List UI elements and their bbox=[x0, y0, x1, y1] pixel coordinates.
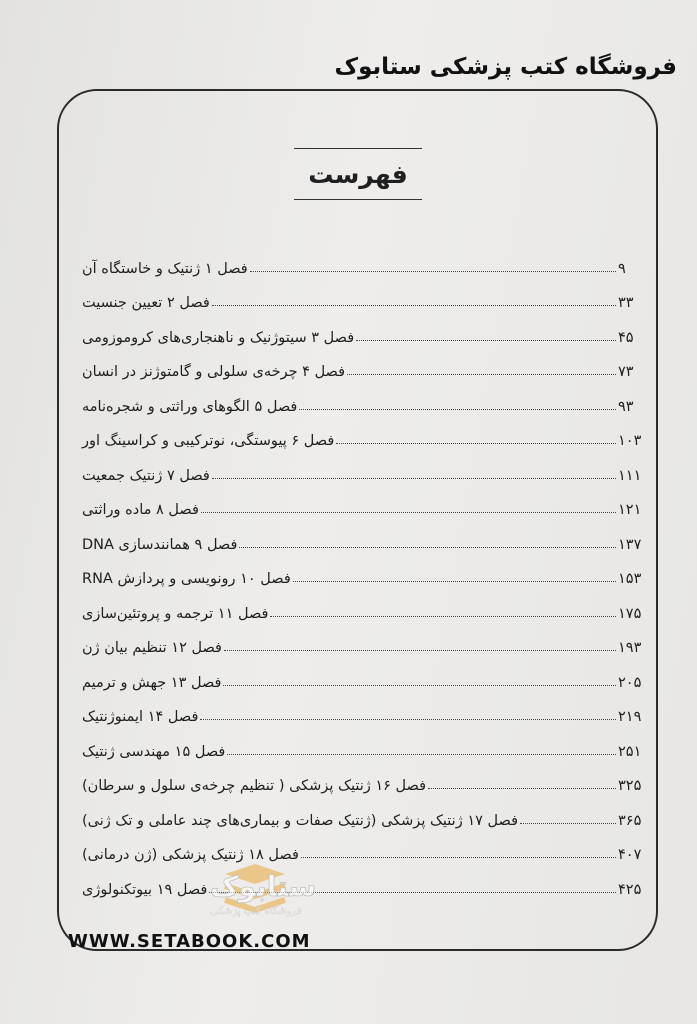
toc-chapter-title: فصل ۱۹ بیوتکنولوژی bbox=[82, 881, 208, 898]
setabook-logo-watermark bbox=[60, 860, 317, 920]
toc-chapter-title: فصل ۹ همانندسازی DNA bbox=[82, 536, 238, 553]
toc-entry bbox=[80, 622, 652, 657]
dot-leader bbox=[224, 650, 616, 651]
toc-entry bbox=[80, 587, 652, 622]
dot-leader bbox=[270, 616, 616, 617]
toc-chapter-title: فصل ۸ ماده وراثتی bbox=[82, 502, 199, 518]
toc-page-number: ۲۰۵ bbox=[618, 674, 642, 691]
toc-chapter-title: فصل ۱ ژنتیک و خاستگاه آن bbox=[82, 260, 248, 277]
toc-page-number: ۱۵۳ bbox=[618, 571, 642, 587]
toc-page-number: ۹۳ bbox=[618, 398, 634, 415]
toc-page-number: ۱۰۳ bbox=[618, 433, 642, 449]
dot-leader bbox=[520, 823, 616, 824]
dot-leader bbox=[227, 754, 616, 755]
dot-leader bbox=[428, 788, 616, 789]
toc-chapter-title: فصل ۳ سیتوژنیک و ناهنجاری‌های کروموزومی bbox=[82, 329, 355, 346]
toc-page-number: ۴۰۷ bbox=[618, 847, 642, 863]
toc-chapter-title: فصل ۱۰ رونویسی و پردازش RNA bbox=[82, 571, 291, 587]
toc-title: فهرست bbox=[308, 159, 408, 189]
toc-entry bbox=[80, 553, 652, 588]
toc-page-number: ۲۱۹ bbox=[618, 709, 642, 725]
toc-entry bbox=[80, 518, 652, 553]
toc-entry bbox=[80, 449, 652, 484]
dot-leader bbox=[223, 685, 616, 686]
toc-chapter-title: فصل ۴ چرخه‌ی سلولی و گامتوژنز در انسان bbox=[82, 364, 346, 380]
logo-subtext: فروشگاه کتب پزشکی bbox=[210, 906, 302, 917]
toc-entry bbox=[80, 794, 652, 829]
toc-chapter-title: فصل ۱۵ مهندسی ژنتیک bbox=[82, 743, 226, 760]
toc-page-number: ۳۳ bbox=[618, 295, 634, 311]
toc-chapter-title: فصل ۱۴ ایمنوژنتیک bbox=[82, 709, 199, 725]
toc-page-number: ۴۵ bbox=[618, 329, 634, 346]
toc-chapter-title: فصل ۱۱ ترجمه و پروتئین‌سازی bbox=[82, 605, 269, 622]
logo-wordmark: ستابوک bbox=[210, 870, 317, 903]
toc-page-number: ۹ bbox=[618, 260, 626, 277]
toc-page-number: ۲۵۱ bbox=[618, 743, 642, 760]
toc-page-number: ۱۹۳ bbox=[618, 640, 642, 656]
toc-entry bbox=[80, 691, 652, 726]
toc-list bbox=[80, 242, 652, 932]
store-name-header: فروشگاه کتب پزشکی ستابوک bbox=[334, 54, 677, 80]
toc-chapter-title: فصل ۱۶ ژنتیک پزشکی ( تنظیم چرخه‌ی سلول و سرطان) bbox=[82, 778, 427, 794]
toc-page-number: ۳۶۵ bbox=[618, 812, 642, 829]
toc-chapter-title: فصل ۱۲ تنظیم بیان ژن bbox=[82, 640, 222, 656]
toc-entry bbox=[80, 277, 652, 312]
toc-chapter-title: فصل ۱۸ ژنتیک پزشکی (ژن درمانی) bbox=[82, 847, 299, 863]
website-url[interactable]: WWW.SETABOOK.COM bbox=[68, 931, 311, 952]
toc-chapter-title: فصل ۶ پیوستگی، نوترکیبی و کراسینگ اور bbox=[82, 433, 335, 449]
dot-leader bbox=[299, 409, 616, 410]
dot-leader bbox=[200, 719, 616, 720]
dot-leader bbox=[239, 547, 616, 548]
dot-leader bbox=[212, 305, 616, 306]
toc-entry bbox=[80, 346, 652, 381]
toc-entry bbox=[80, 725, 652, 760]
toc-chapter-title: فصل ۷ ژنتیک جمعیت bbox=[82, 467, 210, 484]
toc-entry bbox=[80, 760, 652, 795]
toc-entry bbox=[80, 484, 652, 519]
toc-chapter-title: فصل ۲ تعیین جنسیت bbox=[82, 295, 210, 311]
dot-leader bbox=[356, 340, 616, 341]
dot-leader bbox=[212, 478, 616, 479]
toc-entry bbox=[80, 656, 652, 691]
dot-leader bbox=[301, 857, 616, 858]
toc-entry bbox=[80, 380, 652, 415]
toc-entry bbox=[80, 242, 652, 277]
toc-page-number: ۱۷۵ bbox=[618, 605, 642, 622]
dot-leader bbox=[250, 271, 616, 272]
toc-title-box bbox=[294, 148, 422, 200]
toc-chapter-title: فصل ۱۷ ژنتیک پزشکی (ژنتیک صفات و بیماری‌های چند عاملی و تک ژنی) bbox=[82, 812, 519, 829]
toc-page-number: ۳۲۵ bbox=[618, 778, 642, 794]
toc-entry bbox=[80, 829, 652, 864]
dot-leader bbox=[347, 374, 616, 375]
toc-chapter-title: فصل ۱۳ جهش و ترمیم bbox=[82, 674, 222, 691]
dot-leader bbox=[336, 443, 616, 444]
toc-page-number: ۱۳۷ bbox=[618, 536, 642, 553]
toc-page-number: ۱۲۱ bbox=[618, 502, 642, 518]
toc-entry bbox=[80, 415, 652, 450]
toc-page-number: ۱۱۱ bbox=[618, 467, 642, 484]
toc-entry bbox=[80, 311, 652, 346]
dot-leader bbox=[293, 581, 616, 582]
toc-page-number: ۴۲۵ bbox=[618, 881, 642, 898]
toc-page-number: ۷۳ bbox=[618, 364, 634, 380]
toc-chapter-title: فصل ۵ الگوهای وراثتی و شجره‌نامه bbox=[82, 398, 298, 415]
dot-leader bbox=[201, 512, 616, 513]
